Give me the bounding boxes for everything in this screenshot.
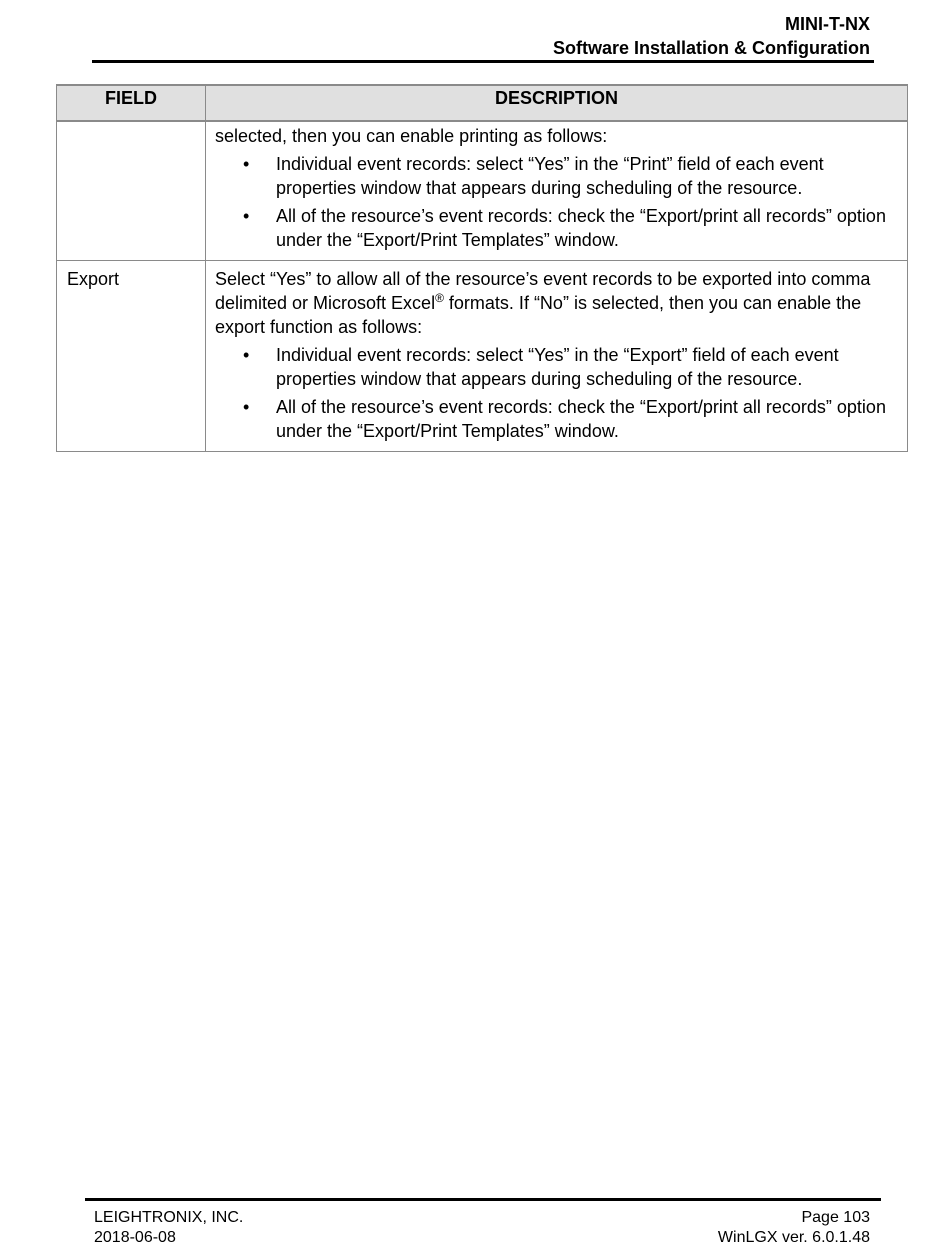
bullet-item: • Individual event records: select “Yes” in the “Export” field of each event properties window that appears during scheduling of the resource.: [276, 343, 899, 391]
description-text: selected, then you can enable printing as follows:: [215, 126, 608, 146]
company-name: LEIGHTRONIX, INC.: [94, 1209, 244, 1226]
document-subtitle: Software Installation & Configuration: [552, 38, 870, 58]
table-row: [57, 121, 908, 261]
description-text-part: Select “Yes” to allow all of the resource’s event records to be exported into comma delimited or Microsoft Excel: [215, 269, 871, 313]
bullet-item: • All of the resource’s event records: check the “Export/print all records” option under the “Export/Print Templates” window.: [276, 204, 899, 252]
table-row: [57, 261, 908, 452]
bullet-item: • Individual event records: select “Yes” in the “Print” field of each event properties window that appears during scheduling of the resource.: [276, 152, 899, 200]
column-header-field: FIELD: [57, 85, 206, 121]
footer-left: [94, 1208, 243, 1248]
bullet-list: [215, 343, 899, 443]
software-version: WinLGX ver. 6.0.1.48: [717, 1229, 870, 1246]
document-title: MINI-T-NX: [785, 14, 870, 34]
header-rule: [92, 60, 874, 63]
footer-rule: [85, 1198, 881, 1201]
description-cell: [206, 261, 908, 452]
bullet-item: • All of the resource’s event records: check the “Export/print all records” option under the “Export/Print Templates” window.: [276, 395, 899, 443]
description-cell: [206, 121, 908, 261]
field-description-table: [56, 84, 908, 452]
description-text-part: formats. If “No” is selected, then you can enable the export function as follows:: [215, 293, 862, 337]
document-date: 2018-06-08: [94, 1229, 176, 1246]
footer-right: [718, 1208, 870, 1248]
page-number: Page 103: [801, 1209, 870, 1226]
page-header: [553, 12, 870, 60]
bullet-list: [215, 152, 899, 252]
description-text: [215, 267, 899, 339]
field-cell: Export: [57, 261, 206, 452]
registered-mark: ®: [435, 291, 444, 305]
table-header-row: [57, 85, 908, 121]
field-cell: [57, 121, 206, 261]
column-header-description: DESCRIPTION: [206, 85, 908, 121]
